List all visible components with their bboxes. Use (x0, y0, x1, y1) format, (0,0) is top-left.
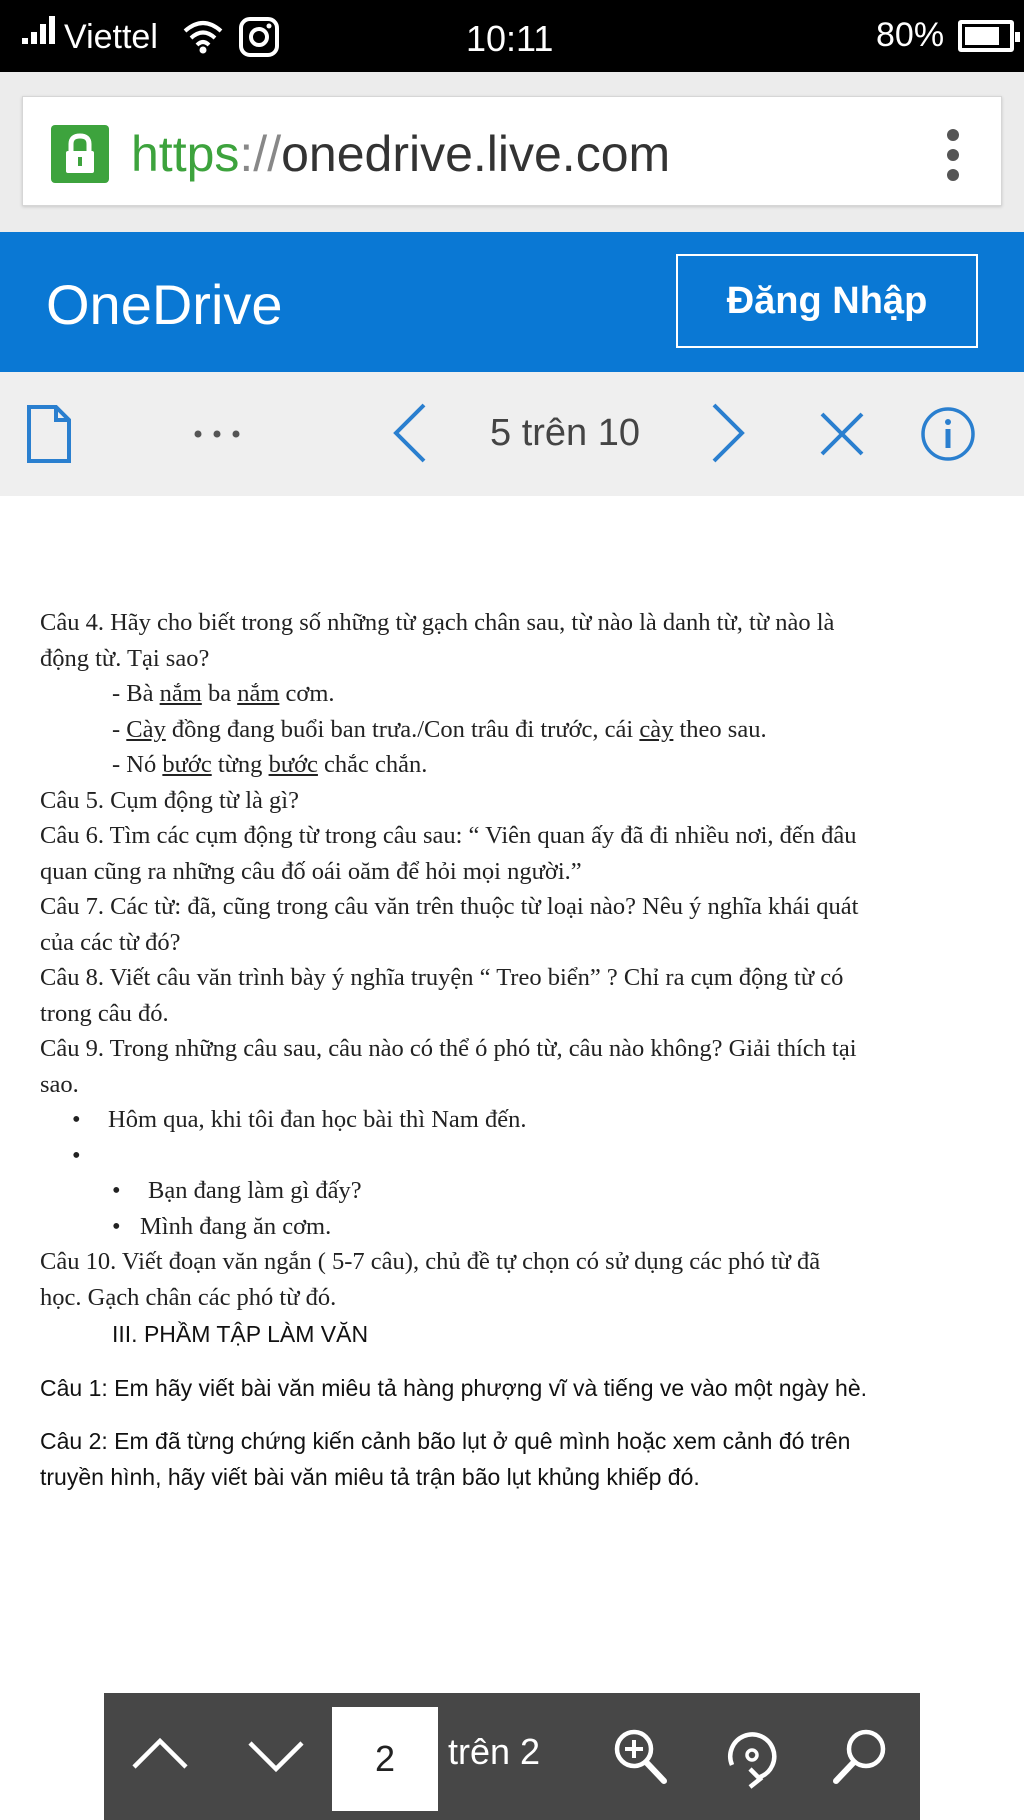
page-indicator: 5 trên 10 (490, 412, 640, 454)
chevron-right-icon[interactable] (710, 402, 746, 464)
chevron-down-icon[interactable] (246, 1737, 306, 1777)
essay-question-2-cont: truyền hình, hãy viết bài văn miêu tả trận bão lụt khủng khiếp đó. (40, 1463, 700, 1490)
chevron-left-icon[interactable] (392, 402, 428, 464)
instagram-icon (238, 16, 280, 58)
more-icon[interactable] (192, 428, 242, 440)
url-text: https://onedrive.live.com (131, 126, 671, 182)
status-time: 10:11 (466, 18, 554, 59)
info-icon[interactable] (920, 406, 976, 462)
onedrive-header (0, 232, 1024, 372)
example-line: - Cày đồng đang buổi ban trưa./Con trâu đi trước, cái cày theo sau. (112, 715, 767, 743)
question-9: Câu 9. Trong những câu sau, câu nào có thể ó phó từ, câu nào không? Giải thích tại (40, 1035, 857, 1062)
document-page (40, 605, 990, 1495)
viewer-toolbar (0, 372, 1024, 496)
search-icon[interactable] (830, 1725, 892, 1789)
pdf-pager-toolbar (104, 1693, 920, 1820)
wifi-icon (182, 18, 224, 54)
bullet-item: • Hôm qua, khi tôi đan học bài thì Nam đến. (72, 1106, 527, 1133)
address-bar[interactable] (22, 96, 1002, 206)
bullet-item-empty: • (72, 1141, 81, 1169)
example-line: - Nó bước từng bước chắc chắn. (112, 751, 428, 778)
browser-toolbar (0, 72, 1024, 232)
carrier-name: Viettel (64, 18, 158, 56)
bullet-item: • Bạn đang làm gì đấy? (112, 1177, 362, 1204)
question-10: Câu 10. Viết đoạn văn ngắn ( 5-7 câu), chủ đề tự chọn có sử dụng các phó từ đã (40, 1248, 821, 1275)
onedrive-logo: OneDrive (46, 273, 283, 336)
lock-icon (51, 125, 109, 183)
question-7: Câu 7. Các từ: đã, cũng trong câu văn trên thuộc từ loại nào? Nêu ý nghĩa khái quát (40, 893, 859, 920)
section-heading: III. PHẦM TẬP LÀM VĂN (112, 1321, 369, 1347)
rotate-icon[interactable] (720, 1723, 784, 1791)
question-4: Câu 4. Hãy cho biết trong số những từ gạch chân sau, từ nào là danh từ, từ nào là (40, 609, 835, 636)
question-10-cont: học. Gạch chân các phó từ đó. (40, 1283, 337, 1311)
status-bar (0, 0, 1024, 72)
question-6: Câu 6. Tìm các cụm động từ trong câu sau: “ Viên quan ấy đã đi nhiều nơi, đến đâu (40, 822, 857, 849)
document-icon[interactable] (26, 404, 72, 464)
question-4-cont: động từ. Tại sao? (40, 644, 210, 672)
zoom-in-icon[interactable] (610, 1725, 670, 1789)
page-number-input[interactable] (332, 1707, 438, 1811)
question-8: Câu 8. Viết câu văn trình bày ý nghĩa truyện “ Treo biển” ? Chỉ ra cụm động từ có (40, 964, 844, 991)
essay-question-1: Câu 1: Em hãy viết bài văn miêu tả hàng phượng vĩ và tiếng ve vào một ngày hè. (40, 1374, 868, 1401)
chevron-up-icon[interactable] (130, 1733, 190, 1773)
example-line: - Bà nắm ba nắm cơm. (112, 680, 335, 707)
menu-kebab-icon[interactable] (947, 129, 961, 189)
question-6-cont: quan cũng ra những câu đố oái oăm để hỏi mọi người.” (40, 857, 582, 885)
question-8-cont: trong câu đó. (40, 999, 169, 1027)
essay-question-2: Câu 2: Em đã từng chứng kiến cảnh bão lụt ở quê mình hoặc xem cảnh đó trên (40, 1428, 851, 1454)
question-7-cont: của các từ đó? (40, 928, 181, 956)
question-5: Câu 5. Cụm động từ là gì? (40, 786, 299, 814)
bullet-item: • Mình đang ăn cơm. (112, 1212, 332, 1240)
close-icon[interactable] (818, 410, 866, 458)
battery-icon (958, 20, 1014, 52)
page-total: trên 2 (448, 1731, 541, 1772)
sign-in-button[interactable]: Đăng Nhập (676, 254, 978, 348)
battery-percent: 80% (876, 16, 945, 54)
question-9-cont: sao. (40, 1070, 79, 1098)
